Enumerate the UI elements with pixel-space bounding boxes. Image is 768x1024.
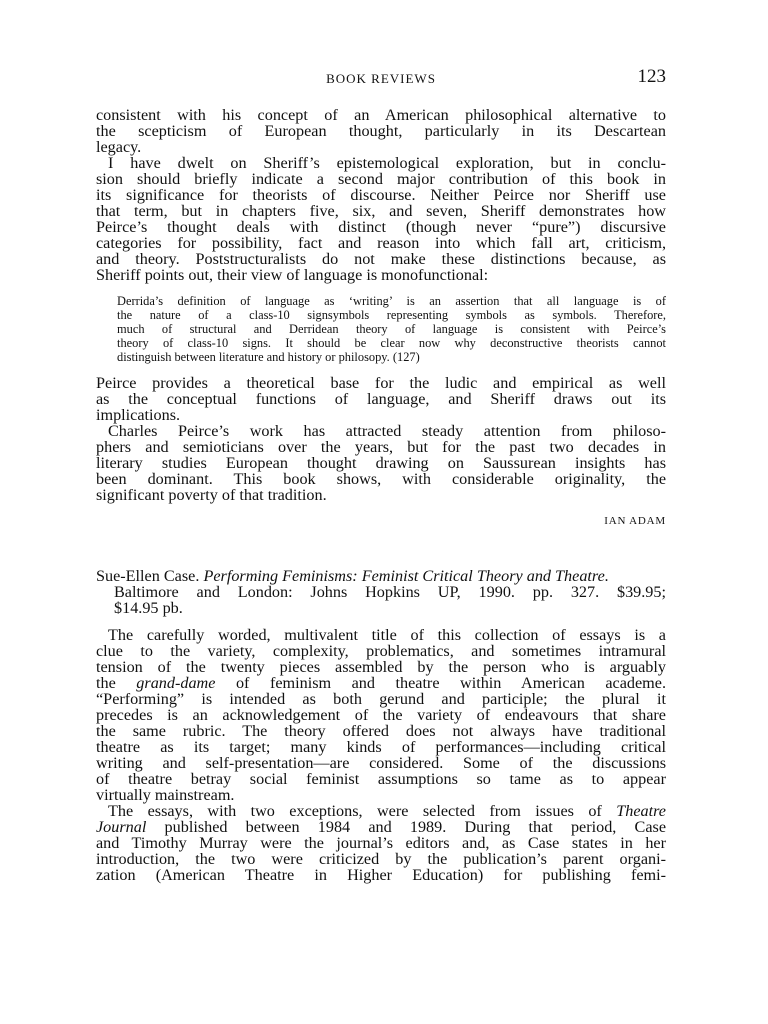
page-number: 123: [637, 66, 666, 87]
running-head: BOOK REVIEWS: [326, 71, 436, 86]
page-header: [96, 66, 666, 90]
emphasis-grand-dame: grand-dame: [136, 674, 216, 692]
reviewer-signature: IAN ADAM: [604, 515, 666, 527]
text-run: the: [96, 674, 137, 692]
body-line: precedes is an acknowledgement of the variety of endeavours that share: [96, 706, 666, 724]
body-line: Peirce provides a theoretical base for the ludic and empirical as well: [96, 374, 666, 392]
body-line: tension of the twenty pieces assembled by the person who is arguably: [96, 658, 666, 676]
body-line: the same rubric. The theory offered does not always have traditional: [96, 722, 666, 740]
body-line: significant poverty of that tradition.: [96, 486, 327, 504]
block-quote-line: the nature of a class-10 signsymbols representing symbols as symbols. Therefore,: [117, 308, 666, 322]
body-line: implications.: [96, 406, 181, 424]
body-line: of theatre betray social feminist assumptions so tame as to appear: [96, 770, 666, 788]
body-line: virtually mainstream.: [96, 786, 235, 804]
block-quote-line: much of structural and Derridean theory of language is consistent with Peirce’s: [117, 322, 666, 336]
block-quote-line: theory of class-10 signs. It should be clear now why deconstructive theorists cannot: [117, 336, 666, 350]
body-line: “Performing” is intended as both gerund and participle; the plural it: [96, 690, 666, 708]
body-line: categories for possibility, fact and reason into which fall art, criticism,: [96, 234, 666, 252]
body-line: introduction, the two were criticized by the publication’s parent organi-: [96, 850, 666, 868]
text-run: of feminism and theatre within American academe.: [215, 674, 666, 692]
body-line: and Timothy Murray were the journal’s editors and, as Case states in her: [96, 834, 666, 852]
body-line: I have dwelt on Sheriff’s epistemological exploration, but in conclu-: [108, 154, 666, 172]
body-line: been dominant. This book shows, with considerable originality, the: [96, 470, 666, 488]
citation-author: Sue-Ellen Case.: [96, 567, 204, 585]
body-line: as the conceptual functions of language, and Sheriff draws out its: [96, 390, 666, 408]
body-line: legacy.: [96, 138, 142, 156]
citation-line: [96, 568, 666, 584]
body-line: literary studies European thought drawing on Saussurean insights has: [96, 454, 666, 472]
body-line: and theory. Poststructuralists do not make these distinctions because, as: [96, 250, 666, 268]
body-line: clue to the variety, complexity, problematics, and sometimes intramural: [96, 642, 666, 660]
emphasis-theatre: Theatre: [616, 802, 666, 820]
text-run: published between 1984 and 1989. During that period, Case: [146, 818, 666, 836]
body-line: that term, but in chapters five, six, and seven, Sheriff demonstrates how: [96, 202, 666, 220]
body-line: [96, 675, 666, 691]
body-line: sion should briefly indicate a second major contribution of this book in: [96, 170, 666, 188]
body-line: the scepticism of European thought, particularly in its Descartean: [96, 122, 666, 140]
body-line: The carefully worded, multivalent title of this collection of essays is a: [108, 626, 666, 644]
body-line: Sheriff points out, their view of language is monofunctional:: [96, 266, 489, 284]
citation-line: Baltimore and London: Johns Hopkins UP, 1990. pp. 327. $39.95;: [114, 583, 666, 601]
body-line: writing and self-presentation—are considered. Some of the discussions: [96, 754, 666, 772]
citation-title: Performing Feminisms: Feminist Critical Theory and Theatre.: [203, 567, 609, 585]
body-line: consistent with his concept of an American philosophical alternative to: [96, 106, 666, 124]
emphasis-journal: Journal: [96, 818, 147, 836]
body-line: theatre as its target; many kinds of performances—including critical: [96, 738, 666, 756]
body-line: Peirce’s thought deals with distinct (though never “pure”) discursive: [96, 218, 666, 236]
body-line: [96, 819, 666, 835]
body-line: Charles Peirce’s work has attracted steady attention from philoso-: [108, 422, 666, 440]
citation-line: $14.95 pb.: [114, 599, 183, 617]
body-line: zation (American Theatre in Higher Education) for publishing femi-: [96, 866, 666, 884]
block-quote-line: Derrida’s definition of language as ‘writing’ is an assertion that all language is of: [117, 294, 666, 308]
body-line: [96, 803, 666, 819]
body-line: phers and semioticians over the years, but for the past two decades in: [96, 438, 666, 456]
text-run: The essays, with two exceptions, were selected from issues of: [108, 802, 617, 820]
block-quote-line: distinguish between literature and history or philosopy. (127): [117, 350, 420, 364]
body-line: its significance for theorists of discourse. Neither Peirce nor Sheriff use: [96, 186, 666, 204]
